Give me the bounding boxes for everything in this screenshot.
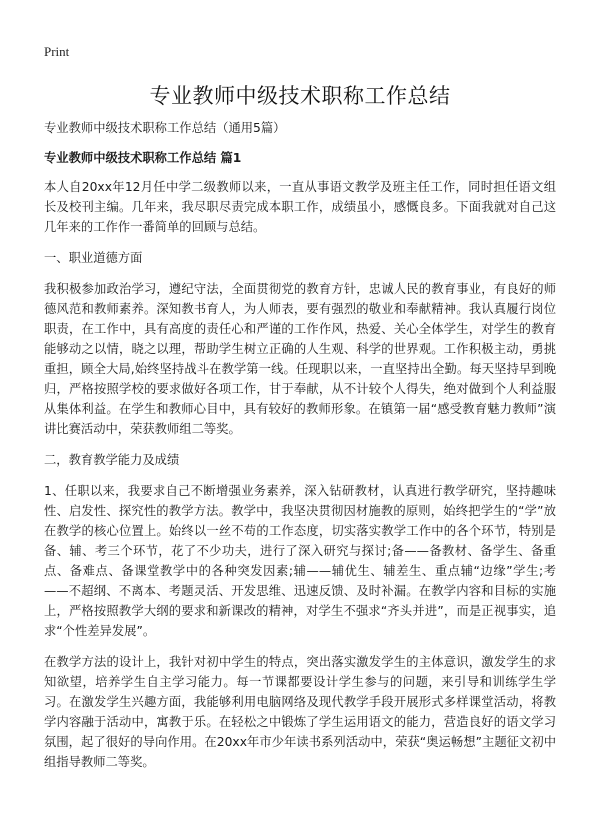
teaching-paragraph-2: 在教学方法的设计上，我针对初中学生的特点，突出落实激发学生的主体意识，激发学生的求知欲望，培养学生自主学习能力。每一节课都要设计学生参与的问题，来引导和训练学生学习。在激发学生兴趣方面，我能够利用电脑网络及现代教学手段开展形式多样课堂活动，将教学内容融于活动中，寓教于乐。在轻松之中锻炼了学生运用语文的能力，营造良好的语文学习氛围，起了很好的导向作用。在20xx年市少年读书系列活动中，荣获“奥运畅想”主题征文初中组指导教师二等奖。 (44, 655, 556, 769)
document-subtitle: 专业教师中级技术职称工作总结（通用5篇） (44, 121, 286, 135)
ethics-paragraph: 我积极参加政治学习，遵纪守法，全面贯彻党的教育方针，忠诚人民的教育事业，有良好的师德风范和教师素养。深知教书育人，为人师表，要有强烈的敬业和奉献精神。我认真履行岗位职责，在工作中，具有高度的责任心和严谨的工作作风，热爱、关心全体学生，对学生的教育能够动之以情，晓之以理，帮助学生树立正确的人生观、科学的世界观。工作积极主动，勇挑重担，顾全大局,始终坚持战斗在教学第一线。任现职以来，一直坚持出全勤。每天坚持早到晚归，严格按照学校的要求做好各项工作，甘于奉献，从不计较个人得失，绝对做到个人利益服从集体利益。在学生和教师心目中，具有较好的教师形象。在镇第一届“感受教育魅力教师”演讲比赛活动中，荣获教师组二等奖。 (44, 282, 556, 436)
heading-professional-ethics: 一、职业道德方面 (44, 251, 143, 265)
document-body (44, 118, 556, 783)
teaching-paragraph-1: 1、任职以来，我要求自己不断增强业务素养，深入钻研教材，认真进行教学研究，坚持趣味性、启发性、探究性的教学方法。教学中，我坚决贯彻因材施教的原则，始终把学生的“学”放在教学的核心位置上。始终以一丝不苟的工作态度，切实落实教学工作中的各个环节，特别是备、辅、考三个环节，花了不少功夫，进行了深入研究与探讨;备——备教材、备学生、备重点、备难点、备课堂教学中的各种突发因素;辅——辅优生、辅差生、重点辅“边缘”学生;考——不超纲、不离本、考题灵活、开发思维、迅速反馈、及时补漏。在教学内容和目标的实施上，严格按照教学大纲的要求和新课改的精神，对学生不强求“齐头并进”，而是正视事实，追求“个性差异发展”。 (44, 484, 556, 638)
heading-teaching-ability: 二，教育教学能力及成绩 (44, 453, 180, 467)
page-title: 专业教师中级技术职称工作总结 (149, 84, 451, 108)
section-title: 专业教师中级技术职称工作总结 篇1 (44, 151, 242, 165)
print-link[interactable]: Print (44, 44, 70, 59)
intro-paragraph: 本人自20xx年12月任中学二级教师以来，一直从事语文教学及班主任工作，同时担任语文组长及校刊主编。几年来，我尽职尽责完成本职工作，成绩虽小，感慨良多。下面我就对自己这几年来的工作作一番简单的回顾与总结。 (44, 180, 556, 234)
